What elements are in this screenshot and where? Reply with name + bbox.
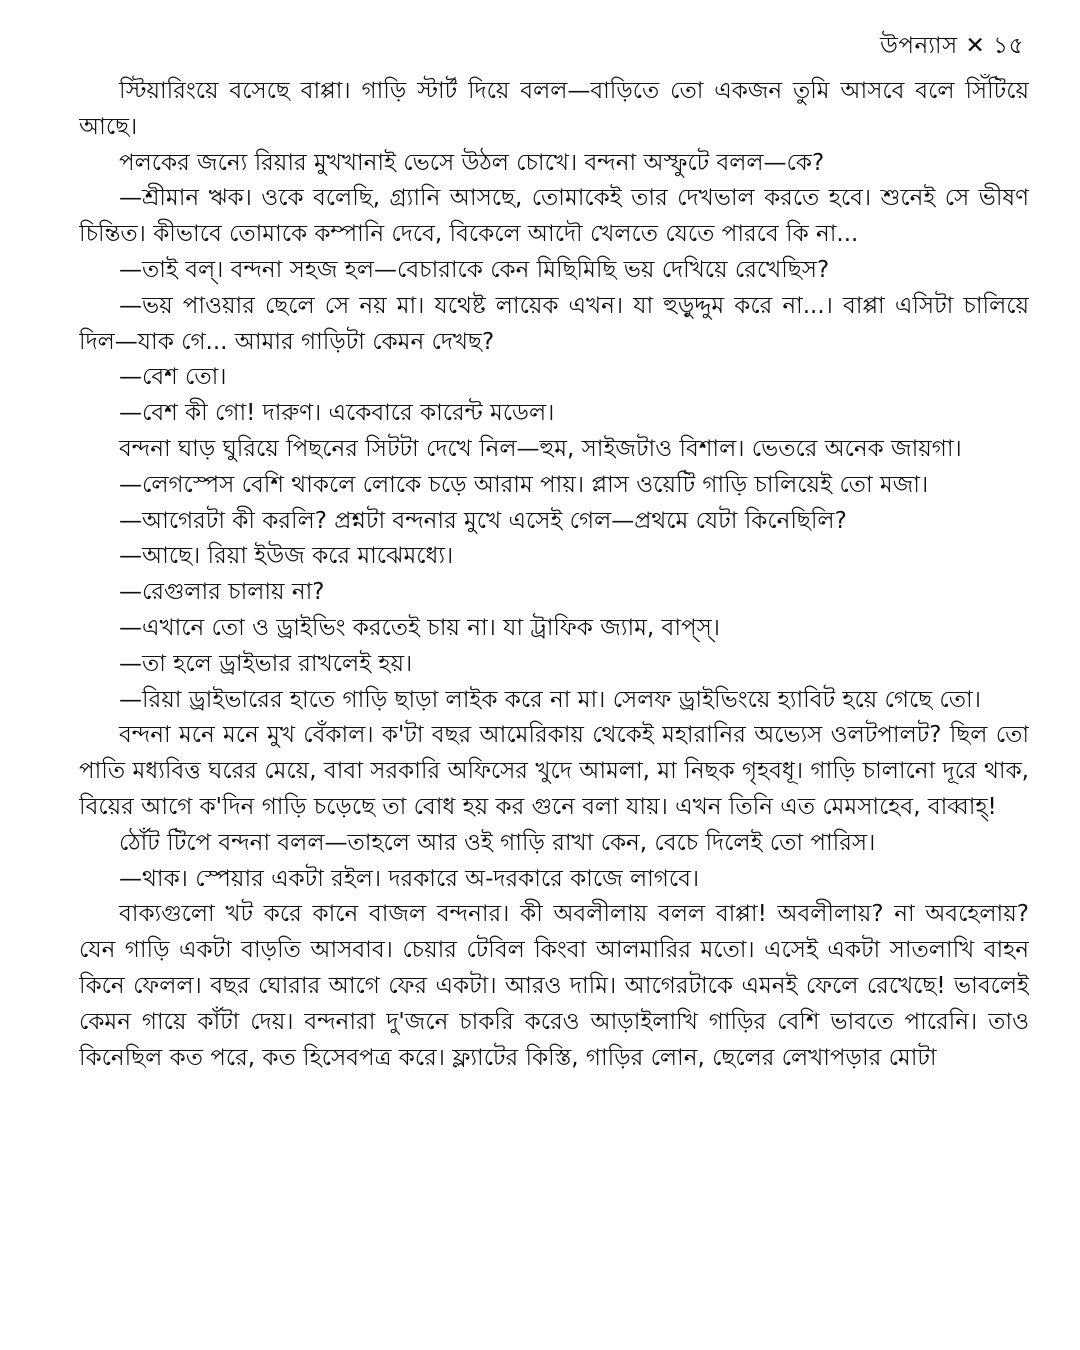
paragraph: বন্দনা ঘাড় ঘুরিয়ে পিছনের সিটটা দেখে নিল—হুম, সাইজটাও বিশাল। ভেতরে অনেক জায়গা। <box>119 435 962 462</box>
paragraph: —এখানে তো ও ড্রাইভিং করতেই চায় না। যা ট্রাফিক জ্যাম, বাপ্স্। <box>119 614 721 641</box>
running-head <box>880 30 1024 62</box>
paragraph: পলকের জন্যে রিয়ার মুখখানাই ভেসে উঠল চোখে। বন্দনা অস্ফুটে বলল—কে? <box>119 149 825 176</box>
paragraph: স্টিয়ারিংয়ে বসেছে বাপ্পা। গাড়ি স্টার্ট দিয়ে বলল—বাড়িতে তো একজন তুমি আসবে বলে সিঁটিয়ে আছে। <box>79 78 1029 140</box>
paragraph: —রেগুলার চালায় না? <box>119 579 325 606</box>
paragraph: —আছে। রিয়া ইউজ করে মাঝেমধ্যে। <box>119 543 454 570</box>
paragraph: —থাক। স্পেয়ার একটা রইল। দরকারে অ-দরকারে কাজে লাগবে। <box>119 865 700 892</box>
body-text <box>79 74 1029 1324</box>
paragraph: বাক্যগুলো খট করে কানে বাজল বন্দনার। কী অবলীলায় বলল বাপ্পা! অবলীলায়? না অবহেলায়? যেন গাড়ি একটা বাড়তি আসবাব। চেয়ার টেবিল কিংবা আলমারির মতো। এসেই একটা সাতলাখি বাহন কিনে ফেলল। বছর ঘোরার আগে ফের একটা। আরও দামি। আগেরটাকে এমনই ফেলে রেখেছে! ভাবলেই কেমন গায়ে কাঁটা দেয়। বন্দনারা দু'জনে চাকরি করেও আড়াইলাখি গাড়ির বেশি ভাবতে পারেনি। তাও কিনেছিল কত পরে, কত হিসেবপত্র করে। ফ্ল্যাটের কিস্তি, গাড়ির লোন, ছেলের লেখাপড়ার মোটা <box>79 901 1029 1071</box>
paragraph: —শ্রীমান ঋক। ওকে বলেছি, গ্র্যানি আসছে, তোমাকেই তার দেখভাল করতে হবে। শুনেই সে ভীষণ চিন্তিত। কীভাবে তোমাকে কম্পানি দেবে, বিকেলে আদৌ খেলতে যেতে পারবে কি না... <box>79 185 1029 248</box>
paragraph: —বেশ তো। <box>119 364 227 391</box>
paragraph: ঠোঁট টিপে বন্দনা বলল—তাহলে আর ওই গাড়ি রাখা কেন, বেচে দিলেই তো পারিস। <box>119 829 876 856</box>
page-number: ১৫ <box>993 33 1024 59</box>
paragraph: —আগেরটা কী করলি? প্রশ্নটা বন্দনার মুখে এসেই গেল—প্রথমে যেটা কিনেছিলি? <box>119 507 847 534</box>
paragraph: —বেশ কী গো! দারুণ। একেবারে কারেন্ট মডেল। <box>119 400 555 427</box>
paragraph: —ভয় পাওয়ার ছেলে সে নয় মা। যথেষ্ট লায়েক এখন। যা হুড়ুদ্দুম করে না...। বাপ্পা এসিটা চালিয়ে দিল—যাক গে... আমার গাড়িটা কেমন দেখছ? <box>79 292 1029 355</box>
paragraph: —লেগস্পেস বেশি থাকলে লোকে চড়ে আরাম পায়। প্লাস ওয়েটি গাড়ি চালিয়েই তো মজা। <box>119 471 929 498</box>
paragraph: —তা হলে ড্রাইভার রাখলেই হয়। <box>119 650 413 677</box>
ornament-icon: ✕ <box>965 33 986 59</box>
paragraph: —তাই বল্। বন্দনা সহজ হল—বেচারাকে কেন মিছিমিছি ভয় দেখিয়ে রেখেছিস? <box>119 256 830 283</box>
paragraph: —রিয়া ড্রাইভারের হাতে গাড়ি ছাড়া লাইক করে না মা। সেলফ ড্রাইভিংয়ে হ্যাবিট হয়ে গেছে তো। <box>119 686 981 713</box>
paragraph: বন্দনা মনে মনে মুখ বেঁকাল। ক'টা বছর আমেরিকায় থেকেই মহারানির অভ্যেস ওলটপালট? ছিল তো পাতি মধ্যবিত্ত ঘরের মেয়ে, বাবা সরকারি অফিসের খুদে আমলা, মা নিছক গৃহবধূ। গাড়ি চালানো দূরে থাক, বিয়ের আগে ক'দিন গাড়ি চড়েছে তা বোধ হয় কর গুনে বলা যায়। এখন তিনি এত মেমসাহেব, বাব্বাহ্! <box>79 722 1029 820</box>
section-title: উপন্যাস <box>879 33 958 59</box>
